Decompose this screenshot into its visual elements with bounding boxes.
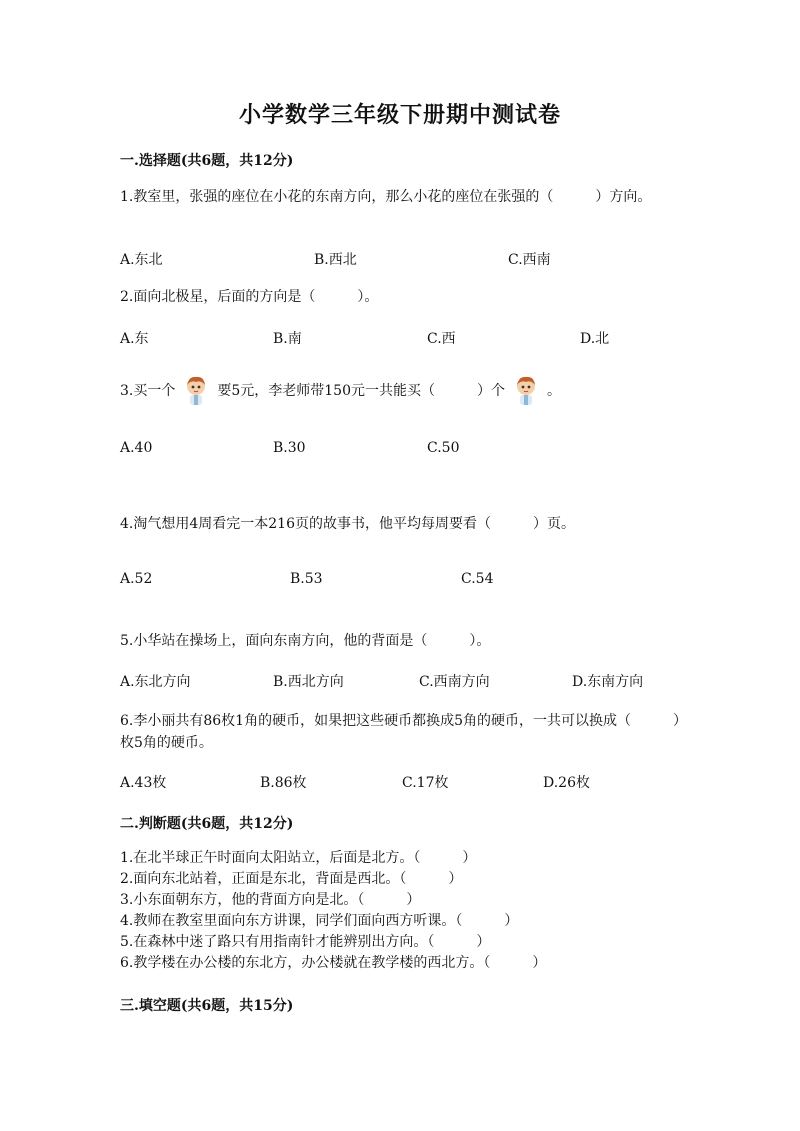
option-3b: B.30 — [273, 440, 306, 456]
option-5c: C.西南方向 — [419, 674, 490, 690]
option-2b: B.南 — [273, 331, 302, 347]
option-2c: C.西 — [427, 331, 456, 347]
option-6a: A.43枚 — [120, 775, 167, 791]
section-heading-judge: 二.判断题(共6题，共12分) — [120, 816, 294, 832]
judge-item-1: 1.在北半球正午时面向太阳站立，后面是北方。（ ） — [120, 850, 477, 866]
question-6: 6.李小丽共有86枚1角的硬币，如果把这些硬币都换成5角的硬币，一共可以换成（ ）枚5角的硬币。 — [120, 713, 680, 751]
option-1a: A.东北 — [120, 252, 163, 268]
option-3a: A.40 — [120, 440, 153, 456]
option-2d: D.北 — [580, 331, 610, 347]
question-5: 5.小华站在操场上，面向东南方向，他的背面是（ ）。 — [120, 633, 491, 649]
question-4: 4.淘气想用4周看完一本216页的故事书，他平均每周要看（ ）页。 — [120, 516, 575, 532]
option-6c: C.17枚 — [402, 775, 449, 791]
option-1c: C.西南 — [508, 252, 551, 268]
option-6d: D.26枚 — [543, 775, 590, 791]
option-4a: A.52 — [120, 571, 153, 587]
option-5b: B.西北方向 — [273, 674, 344, 690]
option-4c: C.54 — [461, 571, 494, 587]
page-title: 小学数学三年级下册期中测试卷 — [238, 102, 561, 128]
judge-item-6: 6.教学楼在办公楼的东北方，办公楼就在教学楼的西北方。（ ） — [120, 955, 547, 971]
option-2a: A.东 — [120, 331, 149, 347]
boy-doll-icon — [181, 374, 211, 408]
option-3c: C.50 — [427, 440, 460, 456]
judge-item-4: 4.教师在教室里面向东方讲课，同学们面向西方听课。（ ） — [120, 913, 519, 929]
question-3-part-b: 要5元，李老师带150元一共能买（ ）个 — [217, 383, 505, 399]
judge-item-3: 3.小东面朝东方，他的背面方向是北。（ ） — [120, 892, 421, 908]
option-4b: B.53 — [290, 571, 323, 587]
question-3 — [120, 367, 680, 415]
option-1b: B.西北 — [314, 252, 357, 268]
question-3-part-c: 。 — [547, 383, 561, 399]
section-heading-fill: 三.填空题(共6题，共15分) — [120, 998, 294, 1014]
section-heading-choice: 一.选择题(共6题，共12分) — [120, 153, 294, 169]
question-1: 1.教室里，张强的座位在小花的东南方向，那么小花的座位在张强的（ ）方向。 — [120, 189, 652, 205]
question-3-part-a: 3.买一个 — [120, 383, 176, 399]
judge-item-5: 5.在森林中迷了路只有用指南针才能辨别出方向。（ ） — [120, 934, 491, 950]
boy-doll-icon-2 — [511, 374, 541, 408]
option-6b: B.86枚 — [260, 775, 307, 791]
judge-item-2: 2.面向东北站着，正面是东北，背面是西北。（ ） — [120, 871, 463, 887]
option-5a: A.东北方向 — [120, 674, 191, 690]
question-2: 2.面向北极星，后面的方向是（ ）。 — [120, 289, 379, 305]
option-5d: D.东南方向 — [572, 674, 644, 690]
